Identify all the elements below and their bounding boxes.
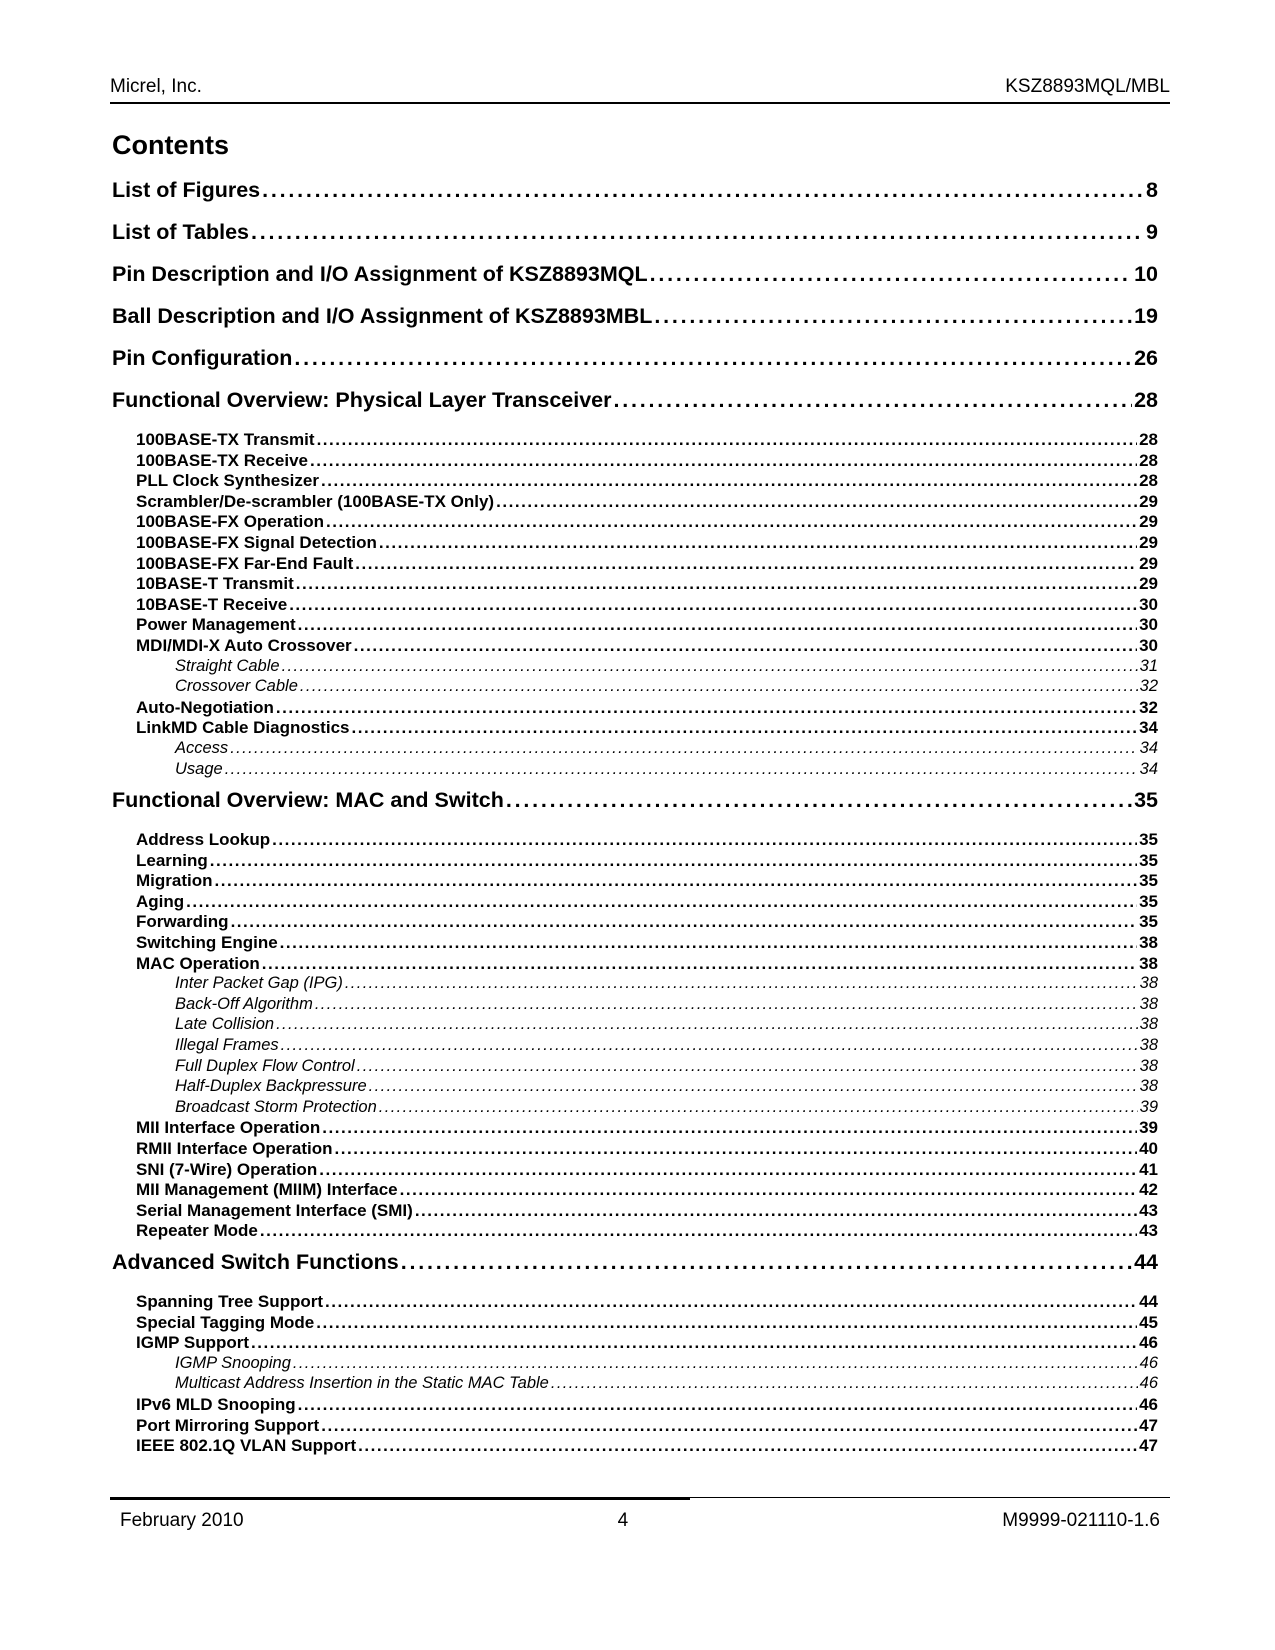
toc-dot-leader [400,1180,1137,1200]
toc-dot-leader [262,178,1144,203]
toc-entry-title: IEEE 802.1Q VLAN Support [136,1436,357,1456]
toc-entry-page: 47 [1139,1415,1158,1435]
toc-dot-leader [506,788,1132,813]
toc-entry-page: 10 [1134,262,1158,286]
toc-entry-page: 29 [1139,491,1158,511]
toc-entry-title: Special Tagging Mode [136,1312,315,1332]
toc-entry-title: Back-Off Algorithm [175,994,313,1013]
page-header [110,72,1170,98]
toc-dot-leader [231,912,1138,932]
toc-entry-title: Spanning Tree Support [136,1291,324,1311]
toc-entry-page: 28 [1139,471,1158,491]
section-gap [112,1242,1158,1250]
toc-dot-leader [316,1313,1137,1333]
toc-entry-page: 30 [1139,615,1158,635]
toc-dot-leader [321,1416,1137,1436]
toc-entry-title: MAC Operation [136,953,260,973]
toc-dot-leader [321,471,1137,491]
toc-subsection-entry[interactable] [112,1201,1158,1222]
toc-entry-page: 34 [1139,718,1158,738]
toc-entry-title: Inter Packet Gap (IPG) [175,974,343,993]
toc-entry-title: 100BASE-TX Receive [136,450,308,470]
toc-section-entry[interactable] [112,220,1158,262]
footer-rule [110,1497,1170,1500]
toc-dot-leader [280,933,1137,953]
toc-dot-leader [251,1333,1137,1353]
toc-dot-leader [319,1160,1137,1180]
toc-dot-leader [415,1201,1137,1221]
toc-entry-page: 43 [1139,1200,1158,1220]
toc-entry-page: 35 [1139,850,1158,870]
toc-dot-leader [334,1139,1137,1159]
toc-subsection-entry[interactable] [112,430,1158,451]
toc-dot-leader [210,851,1137,871]
header-rule [110,102,1170,104]
toc-entry-title: Auto-Negotiation [136,697,274,717]
toc-entry-title: Pin Configuration [112,346,293,370]
toc-entry-page: 39 [1139,1097,1158,1116]
toc-entry-page: 31 [1139,656,1158,675]
toc-entry-page: 43 [1139,1221,1158,1241]
toc-subsubsection-entry[interactable] [112,657,1158,678]
toc-entry-page: 38 [1139,1077,1158,1096]
toc-entry-title: IPv6 MLD Snooping [136,1394,296,1414]
toc-subsubsection-entry[interactable] [112,1077,1158,1098]
toc-entry-page: 28 [1139,450,1158,470]
toc-entry-page: 35 [1139,891,1158,911]
toc-entry-title: IGMP Support [136,1333,250,1353]
toc-entry-title: Serial Management Interface (SMI) [136,1200,413,1220]
toc-entry-title: Crossover Cable [175,677,298,696]
header-company: Micrel, Inc. [110,76,202,97]
toc-subsection-entry[interactable] [112,912,1158,933]
toc-subsection-entry[interactable] [112,1313,1158,1334]
toc-entry-page: 38 [1139,974,1158,993]
toc-dot-leader [322,1118,1137,1138]
toc-dot-leader [369,1077,1138,1096]
toc-subsection-entry[interactable] [112,1160,1158,1181]
toc-entry-page: 46 [1139,1353,1158,1372]
toc-entry-title: List of Figures [112,178,261,202]
toc-section-entry[interactable] [112,304,1158,346]
toc-entry-title: RMII Interface Operation [136,1139,333,1158]
toc-subsection-entry[interactable] [112,1333,1158,1354]
toc-dot-leader [300,677,1138,696]
toc-dot-leader [315,995,1138,1014]
toc-entry-page: 46 [1139,1374,1158,1393]
toc-entry-page: 28 [1134,388,1158,412]
toc-dot-leader [379,533,1137,553]
toc-dot-leader [325,1292,1137,1312]
toc-entry-title: Power Management [136,615,296,635]
toc-entry-title: Aging [136,891,185,911]
toc-entry-title: 10BASE-T Receive [136,594,288,614]
toc-entry-title: IGMP Snooping [175,1353,291,1372]
toc-subsubsection-entry[interactable] [112,995,1158,1016]
toc-dot-leader [225,760,1138,779]
toc-entry-page: 38 [1139,933,1158,953]
toc-entry-page: 47 [1139,1436,1158,1456]
toc-section-entry[interactable] [112,1250,1158,1292]
toc-entry-page: 46 [1139,1394,1158,1414]
toc-entry-title: 100BASE-FX Operation [136,512,324,532]
toc-subsubsection-entry[interactable] [112,974,1158,995]
toc-entry-title: Learning [136,850,208,870]
toc-subsection-entry[interactable] [112,595,1158,616]
toc-entry-page: 29 [1139,512,1158,532]
toc-dot-leader [282,657,1138,676]
toc-subsection-entry[interactable] [112,1292,1158,1313]
toc-subsubsection-entry[interactable] [112,1015,1158,1036]
toc-dot-leader [296,574,1137,594]
toc-dot-leader [614,388,1133,413]
toc-subsection-entry[interactable] [112,554,1158,575]
toc-subsection-entry[interactable] [112,1180,1158,1201]
toc-entry-title: 100BASE-FX Far-End Fault [136,553,354,573]
toc-dot-leader [215,871,1138,891]
toc-entry-title: Functional Overview: Physical Layer Transceiver [112,388,612,412]
toc-entry-page: 9 [1146,220,1158,244]
toc-entry-page: 34 [1139,738,1158,757]
toc-subsection-entry[interactable] [112,492,1158,513]
toc-entry-title: MII Management (MIIM) Interface [136,1180,398,1200]
toc-entry-page: 35 [1139,830,1158,850]
toc-subsection-entry[interactable] [112,615,1158,636]
toc-entry-page: 32 [1139,677,1158,696]
toc-entry-page: 45 [1139,1312,1158,1332]
toc-subsubsection-entry[interactable] [112,739,1158,760]
toc-entry-title: MDI/MDI-X Auto Crossover [136,635,352,655]
toc-entry-page: 38 [1139,1015,1158,1034]
toc-subsection-entry[interactable] [112,892,1158,913]
toc-subsection-entry[interactable] [112,871,1158,892]
toc-entry-title: Straight Cable [175,656,280,675]
footer-page-number: 4 [617,1510,629,1531]
toc-entry-title: 100BASE-FX Signal Detection [136,532,377,552]
toc-dot-leader [262,954,1137,974]
toc-entry-title: MII Interface Operation [136,1118,321,1138]
toc-section-entry[interactable] [112,346,1158,388]
toc-entry-title: Usage [175,759,223,778]
toc-dot-leader [281,1036,1138,1055]
toc-entry-title: Illegal Frames [175,1036,279,1055]
toc-dot-leader [358,1436,1137,1456]
toc-entry-title: Repeater Mode [136,1221,258,1241]
toc-dot-leader [355,554,1137,574]
toc-entry-title: Port Mirroring Support [136,1415,320,1435]
toc-entry-page: 38 [1139,994,1158,1013]
toc-entry-page: 38 [1139,1056,1158,1075]
toc-dot-leader [298,1395,1137,1415]
toc-entry-title: Functional Overview: MAC and Switch [112,788,504,813]
toc-entry-page: 30 [1139,594,1158,614]
toc-entry-title: Multicast Address Insertion in the Static MAC Table [175,1374,549,1393]
toc-section-entry[interactable] [112,178,1158,220]
toc-entry-title: LinkMD Cable Diagnostics [136,718,350,738]
toc-subsection-entry[interactable] [112,451,1158,472]
toc-subsection-entry[interactable] [112,718,1158,739]
toc-entry-page: 29 [1139,553,1158,573]
toc-subsubsection-entry[interactable] [112,1036,1158,1057]
toc-entry-page: 26 [1134,346,1158,370]
toc-entry-page: 39 [1139,1118,1158,1138]
toc-section-entry[interactable] [112,262,1158,304]
toc-entry-page: 38 [1139,1036,1158,1055]
toc-entry-page: 29 [1139,574,1158,594]
footer-doc-id: M9999-021110-1.6 [1002,1510,1160,1531]
footer-date: February 2010 [120,1510,244,1531]
toc-dot-leader [351,718,1137,738]
table-of-contents [112,178,1158,1457]
toc-entry-title: SNI (7-Wire) Operation [136,1159,318,1179]
toc-subsubsection-entry[interactable] [112,1374,1158,1395]
toc-subsubsection-entry[interactable] [112,677,1158,698]
toc-entry-title: Broadcast Storm Protection [175,1097,377,1116]
toc-subsection-entry[interactable] [112,933,1158,954]
toc-dot-leader [650,262,1132,287]
toc-entry-page: 19 [1134,304,1158,328]
toc-dot-leader [294,346,1132,371]
toc-entry-title: Advanced Switch Functions [112,1249,399,1274]
toc-entry-page: 44 [1139,1291,1158,1311]
toc-dot-leader [293,1354,1138,1373]
toc-subsection-entry[interactable] [112,698,1158,719]
toc-dot-leader [354,636,1137,656]
toc-subsubsection-entry[interactable] [112,1057,1158,1078]
toc-dot-leader [260,1221,1137,1241]
toc-entry-title: Scrambler/De-scrambler (100BASE-TX Only) [136,491,495,511]
toc-entry-title: Pin Description and I/O Assignment of KSZ8893MQL [112,262,648,286]
toc-entry-title: Late Collision [175,1015,275,1034]
toc-subsection-entry[interactable] [112,954,1158,975]
toc-entry-page: 46 [1139,1333,1158,1353]
toc-subsection-entry[interactable] [112,533,1158,554]
toc-subsection-entry[interactable] [112,1395,1158,1416]
toc-entry-title: Access [175,738,229,757]
toc-entry-page: 34 [1139,759,1158,778]
toc-entry-title: Switching Engine [136,933,278,953]
toc-entry-page: 30 [1139,635,1158,655]
toc-entry-title: Address Lookup [136,830,271,850]
toc-subsubsection-entry[interactable] [112,1098,1158,1119]
toc-entry-page: 40 [1139,1139,1158,1158]
toc-entry-title: List of Tables [112,220,249,244]
toc-dot-leader [289,595,1137,615]
toc-entry-page: 8 [1146,178,1158,202]
toc-entry-page: 41 [1139,1159,1158,1179]
toc-subsection-entry[interactable] [112,851,1158,872]
toc-subsubsection-entry[interactable] [112,1354,1158,1375]
toc-dot-leader [272,830,1137,850]
toc-dot-leader [276,698,1137,718]
toc-subsubsection-entry[interactable] [112,760,1158,781]
toc-subsection-entry[interactable] [112,574,1158,595]
toc-subsection-entry[interactable] [112,471,1158,492]
toc-entry-page: 38 [1139,953,1158,973]
toc-dot-leader [276,1015,1138,1034]
toc-entry-title: 100BASE-TX Transmit [136,430,315,449]
header-part-number: KSZ8893MQL/MBL [1005,76,1170,97]
toc-dot-leader [230,739,1137,758]
page-title: Contents [112,130,229,160]
toc-subsection-entry[interactable] [112,1221,1158,1242]
toc-entry-title: Migration [136,871,213,891]
toc-dot-leader [251,220,1144,245]
toc-dot-leader [496,492,1137,512]
toc-dot-leader [310,451,1137,471]
toc-entry-title: PLL Clock Synthesizer [136,471,319,491]
toc-entry-page: 35 [1139,871,1158,891]
toc-entry-title: Forwarding [136,912,229,932]
toc-entry-page: 44 [1134,1249,1158,1274]
toc-subsection-entry[interactable] [112,512,1158,533]
toc-dot-leader [345,974,1138,993]
toc-section-entry[interactable] [112,388,1158,430]
section-gap [112,780,1158,788]
toc-subsection-entry[interactable] [112,830,1158,851]
toc-subsection-entry[interactable] [112,1118,1158,1139]
toc-entry-page: 35 [1134,788,1158,813]
toc-dot-leader [317,430,1138,450]
toc-entry-page: 35 [1139,912,1158,932]
toc-dot-leader [654,304,1132,329]
toc-subsection-entry[interactable] [112,1436,1158,1457]
toc-entry-page: 32 [1139,697,1158,717]
toc-dot-leader [401,1250,1132,1275]
toc-dot-leader [186,892,1137,912]
toc-dot-leader [379,1098,1138,1117]
toc-entry-page: 29 [1139,532,1158,552]
toc-subsection-entry[interactable] [112,1139,1158,1160]
toc-dot-leader [551,1374,1138,1393]
toc-subsection-entry[interactable] [112,1416,1158,1437]
toc-subsection-entry[interactable] [112,636,1158,657]
toc-entry-title: Full Duplex Flow Control [175,1056,355,1075]
toc-dot-leader [298,615,1137,635]
toc-section-entry[interactable] [112,788,1158,830]
toc-entry-title: 10BASE-T Transmit [136,574,294,594]
toc-entry-page: 42 [1139,1180,1158,1200]
toc-entry-title: Ball Description and I/O Assignment of KSZ8893MBL [112,304,653,328]
toc-dot-leader [326,512,1137,532]
toc-dot-leader [357,1057,1138,1076]
toc-entry-title: Half-Duplex Backpressure [175,1077,367,1096]
toc-entry-page: 28 [1139,430,1158,449]
page-footer [120,1510,1160,1532]
